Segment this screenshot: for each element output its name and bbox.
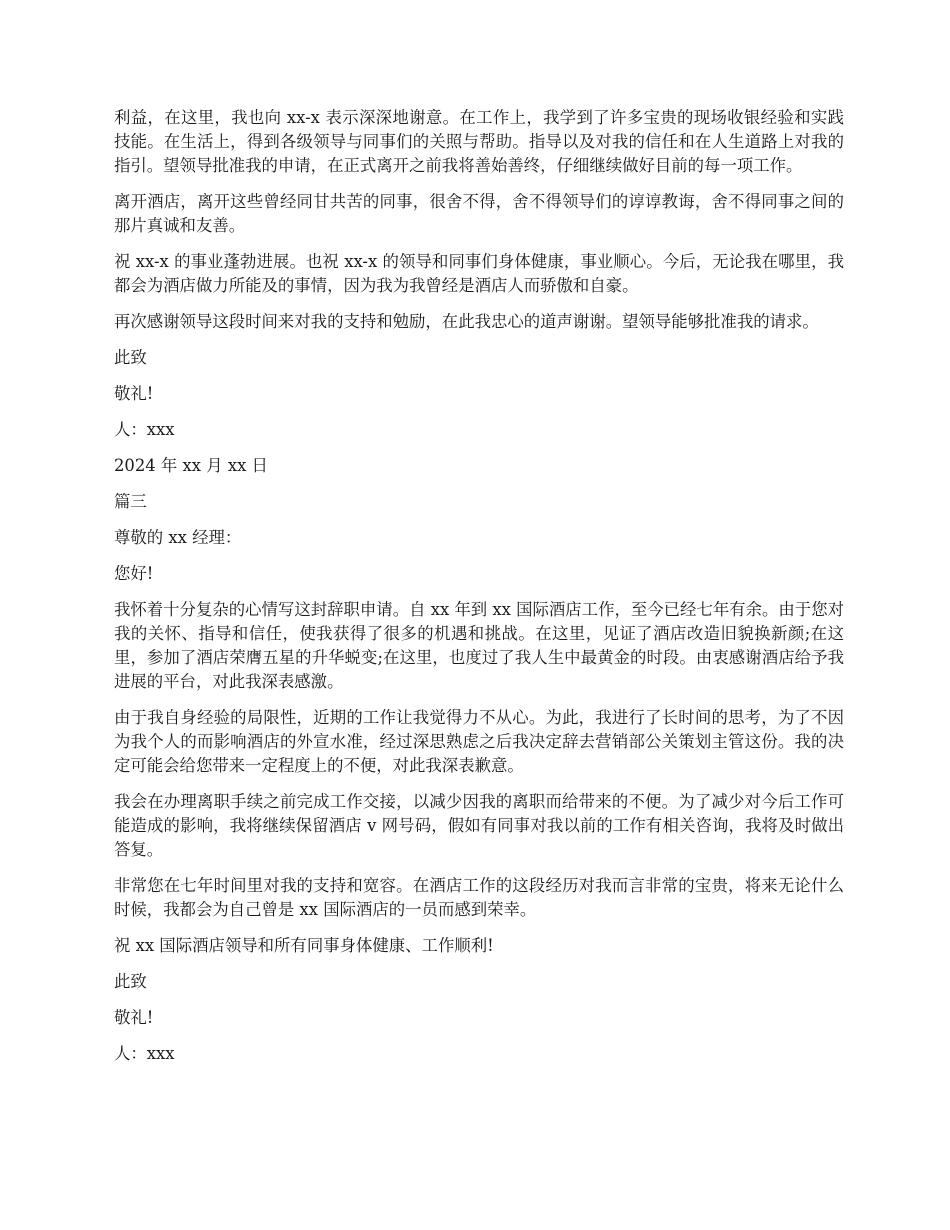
- body-paragraph: 祝 xx-x 的事业蓬勃进展。也祝 xx-x 的领导和同事们身体健康，事业顺心。今后，无论我在哪里，我都会为酒店做力所能及的事情，因为我为我曾经是酒店人而骄傲和自豪。: [114, 252, 844, 295]
- closing-salutation: 此致: [114, 348, 147, 367]
- date-line: 2024 年 xx 月 xx 日: [114, 456, 268, 475]
- body-paragraph: 我怀着十分复杂的心情写这封辞职申请。自 xx 年到 xx 国际酒店工作，至今已经七年有余。由于您对我的关怀、指导和信任，使我获得了很多的机遇和挑战。在这里，见证了酒店改造旧貌换新颜;在这里，参加了酒店荣膺五星的升华蜕变;在这里，也度过了我人生中最黄金的时段。由衷感谢酒店给予我进展的平台，对此我深表感激。: [114, 600, 844, 691]
- body-paragraph: 利益，在这里，我也向 xx-x 表示深深地谢意。在工作上，我学到了许多宝贵的现场收银经验和实践技能。在生活上，得到各级领导与同事们的关照与帮助。指导以及对我的信任和在人生道路上对我的指引。望领导批准我的申请，在正式离开之前我将善始善终，仔细继续做好目前的每一项工作。: [114, 108, 844, 175]
- greeting-addressee: 尊敬的 xx 经理：: [114, 528, 242, 547]
- body-paragraph: 再次感谢领导这段时间来对我的支持和勉励，在此我忠心的道声谢谢。望领导能够批准我的请求。: [114, 312, 819, 331]
- body-paragraph: 离开酒店，离开这些曾经同甘共苦的同事，很舍不得，舍不得领导们的谆谆教诲，舍不得同事之间的那片真诚和友善。: [114, 192, 844, 235]
- body-paragraph: 非常您在七年时间里对我的支持和宽容。在酒店工作的这段经历对我而言非常的宝贵，将来无论什么时候，我都会为自己曾是 xx 国际酒店的一员而感到荣幸。: [114, 876, 844, 919]
- body-paragraph: 我会在办理离职手续之前完成工作交接，以减少因我的离职而给带来的不便。为了减少对今后工作可能造成的影响，我将继续保留酒店 v 网号码，假如有同事对我以前的工作有相关咨询，我将及时做出答复。: [114, 792, 844, 859]
- closing-regards: 敬礼!: [114, 1008, 154, 1027]
- section-heading: 篇三: [114, 492, 147, 511]
- greeting: 您好!: [114, 564, 154, 583]
- closing-salutation: 此致: [114, 972, 147, 991]
- signature-line: 人：xxx: [114, 1044, 175, 1063]
- closing-regards: 敬礼!: [114, 384, 154, 403]
- body-paragraph: 祝 xx 国际酒店领导和所有同事身体健康、工作顺利!: [114, 936, 494, 955]
- document-page: [114, 106, 844, 1078]
- body-paragraph: 由于我自身经验的局限性，近期的工作让我觉得力不从心。为此，我进行了长时间的思考，为了不因为我个人的而影响酒店的外宣水准，经过深思熟虑之后我决定辞去营销部公关策划主管这份。我的决定可能会给您带来一定程度上的不便，对此我深表歉意。: [114, 708, 844, 775]
- signature-line: 人：xxx: [114, 420, 175, 439]
